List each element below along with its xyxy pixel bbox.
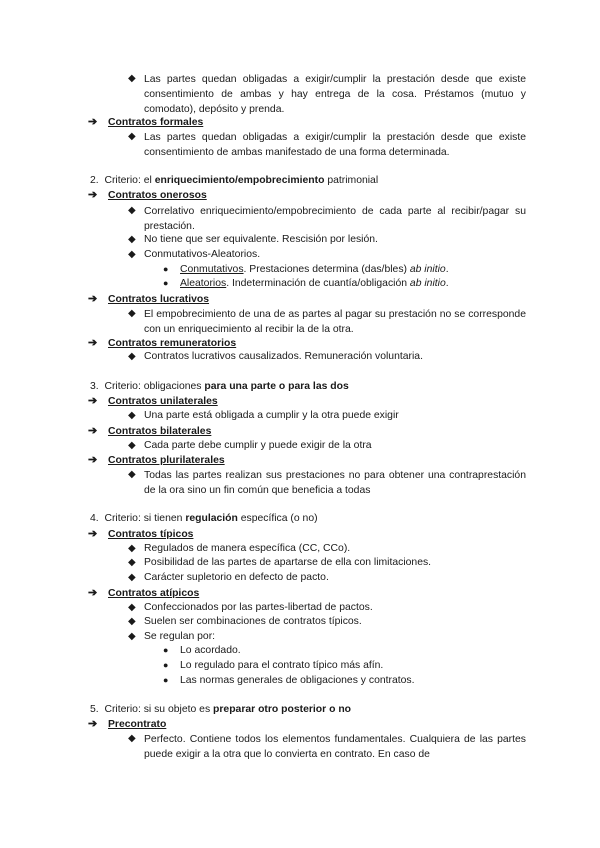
list-item: No tiene que ser equivalente. Rescisión por lesión. — [144, 234, 378, 245]
list-item: Una parte está obligada a cumplir y la otra puede exigir — [144, 410, 399, 421]
diamond-bullet-icon: ◆ — [128, 572, 136, 583]
diamond-bullet-icon: ◆ — [128, 602, 136, 613]
list-item: Todas las partes realizan sus prestaciones no para obtener una contraprestación de la ora sino un fin común que beneficia a todas — [144, 470, 526, 496]
heading-contratos-plurilaterales: Contratos plurilaterales — [108, 455, 225, 466]
list-item: Carácter supletorio en defecto de pacto. — [144, 572, 329, 583]
list-item: Cada parte debe cumplir y puede exigir de la otra — [144, 440, 372, 451]
arrow-bullet-icon: ➔ — [88, 528, 98, 540]
diamond-bullet-icon: ◆ — [128, 249, 136, 260]
list-item: Contratos lucrativos causalizados. Remuneración voluntaria. — [144, 351, 423, 362]
list-item: Perfecto. Contiene todos los elementos fundamentales. Cualquiera de las partes puede exigir a la otra que lo convierta en contrato. En caso de — [144, 734, 526, 760]
dot-bullet-icon: ● — [163, 264, 169, 274]
diamond-bullet-icon: ◆ — [128, 557, 136, 568]
criterion-2: 2. Criterio: el enriquecimiento/empobrecimiento patrimonial — [90, 175, 379, 186]
arrow-bullet-icon: ➔ — [88, 454, 98, 466]
heading-contratos-remuneratorios: Contratos remuneratorios — [108, 338, 237, 349]
criterion-3: 3. Criterio: obligaciones para una parte o para las dos — [90, 381, 349, 392]
heading-contratos-tipicos: Contratos típicos — [108, 529, 194, 540]
heading-contratos-lucrativos: Contratos lucrativos — [108, 294, 210, 305]
diamond-bullet-icon: ◆ — [128, 234, 136, 245]
list-item: Suelen ser combinaciones de contratos típicos. — [144, 616, 362, 627]
list-item: Se regulan por: — [144, 631, 216, 642]
diamond-bullet-icon: ◆ — [128, 73, 136, 84]
arrow-bullet-icon: ➔ — [88, 587, 98, 599]
dot-bullet-icon: ● — [163, 660, 169, 670]
arrow-bullet-icon: ➔ — [88, 116, 98, 128]
diamond-bullet-icon: ◆ — [128, 351, 136, 362]
list-item: El empobrecimiento de una de as partes al pagar su prestación no se corresponde con un enriquecimiento al recibir la de la otra. — [144, 309, 526, 335]
arrow-bullet-icon: ➔ — [88, 189, 98, 201]
heading-contratos-bilaterales: Contratos bilaterales — [108, 426, 212, 437]
diamond-bullet-icon: ◆ — [128, 469, 136, 480]
heading-contratos-onerosos: Contratos onerosos — [108, 190, 207, 201]
list-item: Correlativo enriquecimiento/empobrecimiento de cada parte al recibir/pagar su prestación. — [144, 206, 526, 232]
diamond-bullet-icon: ◆ — [128, 308, 136, 319]
arrow-bullet-icon: ➔ — [88, 718, 98, 730]
heading-contratos-unilaterales: Contratos unilaterales — [108, 396, 218, 407]
sub-list-item: Conmutativos. Prestaciones determina (das/bles) ab initio. — [180, 264, 449, 275]
list-item: Conmutativos-Aleatorios. — [144, 249, 261, 260]
diamond-bullet-icon: ◆ — [128, 410, 136, 421]
dot-bullet-icon: ● — [163, 675, 169, 685]
arrow-bullet-icon: ➔ — [88, 293, 98, 305]
sub-list-item: Lo regulado para el contrato típico más afín. — [180, 660, 384, 671]
criterion-5: 5. Criterio: si su objeto es preparar otro posterior o no — [90, 704, 352, 715]
dot-bullet-icon: ● — [163, 278, 169, 288]
list-item: Las partes quedan obligadas a exigir/cumplir la prestación desde que existe consentimiento de ambas y hay entrega de la cosa. Préstamos (mutuo y comodato), depósito y prenda. — [144, 74, 526, 115]
arrow-bullet-icon: ➔ — [88, 337, 98, 349]
diamond-bullet-icon: ◆ — [128, 543, 136, 554]
diamond-bullet-icon: ◆ — [128, 131, 136, 142]
sub-list-item: Las normas generales de obligaciones y contratos. — [180, 675, 415, 686]
dot-bullet-icon: ● — [163, 645, 169, 655]
heading-contratos-formales: Contratos formales — [108, 117, 204, 128]
heading-precontrato: Precontrato — [108, 719, 167, 730]
arrow-bullet-icon: ➔ — [88, 425, 98, 437]
diamond-bullet-icon: ◆ — [128, 440, 136, 451]
criterion-4: 4. Criterio: si tienen regulación específica (o no) — [90, 513, 318, 524]
list-item: Confeccionados por las partes-libertad de pactos. — [144, 602, 373, 613]
list-item: Regulados de manera específica (CC, CCo). — [144, 543, 351, 554]
arrow-bullet-icon: ➔ — [88, 395, 98, 407]
list-item: Posibilidad de las partes de apartarse de ella con limitaciones. — [144, 557, 432, 568]
diamond-bullet-icon: ◆ — [128, 205, 136, 216]
list-item: Las partes quedan obligadas a exigir/cumplir la prestación desde que existe consentimiento de ambas manifestado de una forma determinada. — [144, 132, 526, 158]
sub-list-item: Lo acordado. — [180, 645, 241, 656]
heading-contratos-atipicos: Contratos atípicos — [108, 588, 200, 599]
diamond-bullet-icon: ◆ — [128, 631, 136, 642]
diamond-bullet-icon: ◆ — [128, 616, 136, 627]
sub-list-item: Aleatorios. Indeterminación de cuantía/obligación ab initio. — [180, 278, 449, 289]
diamond-bullet-icon: ◆ — [128, 733, 136, 744]
